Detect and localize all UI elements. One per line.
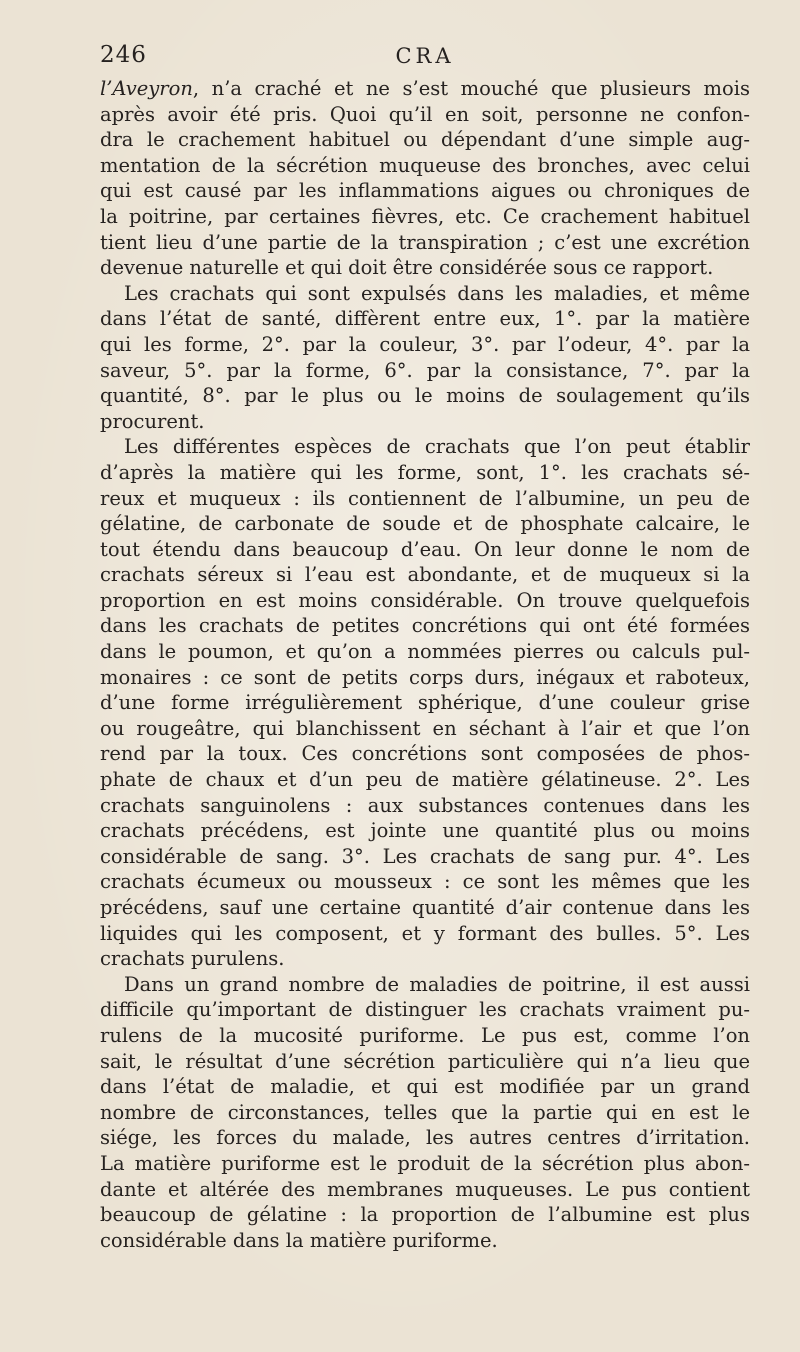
text-line: ou rougeâtre, qui blanchissent en séchant à l’air et que l’on [100,716,750,740]
text-line: monaires : ce sont de petits corps durs, inégaux et raboteux, [100,665,750,689]
text-line: rend par la toux. Ces concrétions sont composées de phos- [100,742,750,766]
text-line: d’une forme irrégulièrement sphérique, d’une couleur grise [100,691,750,715]
paragraph-start: Dans un grand nombre de maladies de poitrine, il est aussi [124,972,750,996]
text-line: considérable dans la matière puriforme. [100,1228,498,1252]
text-line: reux et muqueux : ils contiennent de l’albumine, un peu de [100,486,750,510]
text-line: saveur, 5°. par la forme, 6°. par la consistance, 7°. par la [100,358,750,382]
text-line: d’après la matière qui les forme, sont, 1°. les crachats sé- [100,460,750,484]
text-line: qui les forme, 2°. par la couleur, 3°. par l’odeur, 4°. par la [100,332,750,356]
paragraph-start: Les différentes espèces de crachats que l’on peut établir [124,435,750,459]
italic-place-name: l’Aveyron [100,77,193,100]
text-line: la poitrine, par certaines fièvres, etc. Ce crachement habituel [100,204,750,228]
text-line: crachats écumeux ou mousseux : ce sont les mêmes que les [100,870,750,894]
text-line: l’Aveyron, n’a craché et ne s’est mouché que plusieurs mois [100,77,750,100]
text-line: tient lieu d’une partie de la transpiration ; c’est une excrétion [100,230,750,254]
page-number: 246 [100,42,147,68]
text-line: crachats séreux si l’eau est abondante, et de muqueux si la [100,563,750,587]
text-line: crachats purulens. [100,947,285,971]
text-line: dans le poumon, et qu’on a nommées pierres ou calculs pul- [100,640,750,664]
text-line: difficile qu’important de distinguer les crachats vraiment pu- [100,998,750,1022]
text-line: nombre de circonstances, telles que la partie qui en est le [100,1100,750,1124]
text-line: crachats précédens, est jointe une quantité plus ou moins [100,819,750,843]
page-header [100,42,750,76]
text-line: quantité, 8°. par le plus ou le moins de soulagement qu’ils [100,384,750,408]
text-line: procurent. [100,409,205,433]
text-line: liquides qui les composent, et y formant des bulles. 5°. Les [100,921,750,945]
text-line: dans l’état de santé, diffèrent entre eux, 1°. par la matière [100,307,750,331]
body-text [100,76,750,1253]
text-line: après avoir été pris. Quoi qu’il en soit, personne ne confon- [100,102,750,126]
text-line: devenue naturelle et qui doit être considérée sous ce rapport. [100,256,714,280]
text-line: considérable de sang. 3°. Les crachats de sang pur. 4°. Les [100,844,750,868]
text-line: dans l’état de maladie, et qui est modifiée par un grand [100,1075,750,1099]
text-line: rulens de la mucosité puriforme. Le pus est, comme l’on [100,1023,750,1047]
text-line: qui est causé par les inflammations aigues ou chroniques de [100,179,750,203]
text-line: dra le crachement habituel ou dépendant d’une simple aug- [100,128,750,152]
text-line: La matière puriforme est le produit de la sécrétion plus abon- [100,1151,750,1175]
text-line: mentation de la sécrétion muqueuse des bronches, avec celui [100,153,750,177]
text-line: dante et altérée des membranes muqueuses. Le pus contient [100,1177,750,1201]
text-line: dans les crachats de petites concrétions qui ont été formées [100,614,750,638]
text-line: crachats sanguinolens : aux substances contenues dans les [100,793,750,817]
running-head: CRA [395,44,455,68]
text-line: proportion en est moins considérable. On trouve quelquefois [100,588,750,612]
text-line: tout étendu dans beaucoup d’eau. On leur donne le nom de [100,537,750,561]
text-line: sait, le résultat d’une sécrétion particulière qui n’a lieu que [100,1049,750,1073]
text-line: gélatine, de carbonate de soude et de phosphate calcaire, le [100,512,750,536]
paragraph-start: Les crachats qui sont expulsés dans les maladies, et même [124,281,750,305]
text-line: beaucoup de gélatine : la proportion de l’albumine est plus [100,1203,750,1227]
text-line: précédens, sauf une certaine quantité d’air contenue dans les [100,896,750,919]
text-line: phate de chaux et d’un peu de matière gélatineuse. 2°. Les [100,768,750,792]
text-line: siége, les forces du malade, les autres centres d’irritation. [100,1126,750,1150]
